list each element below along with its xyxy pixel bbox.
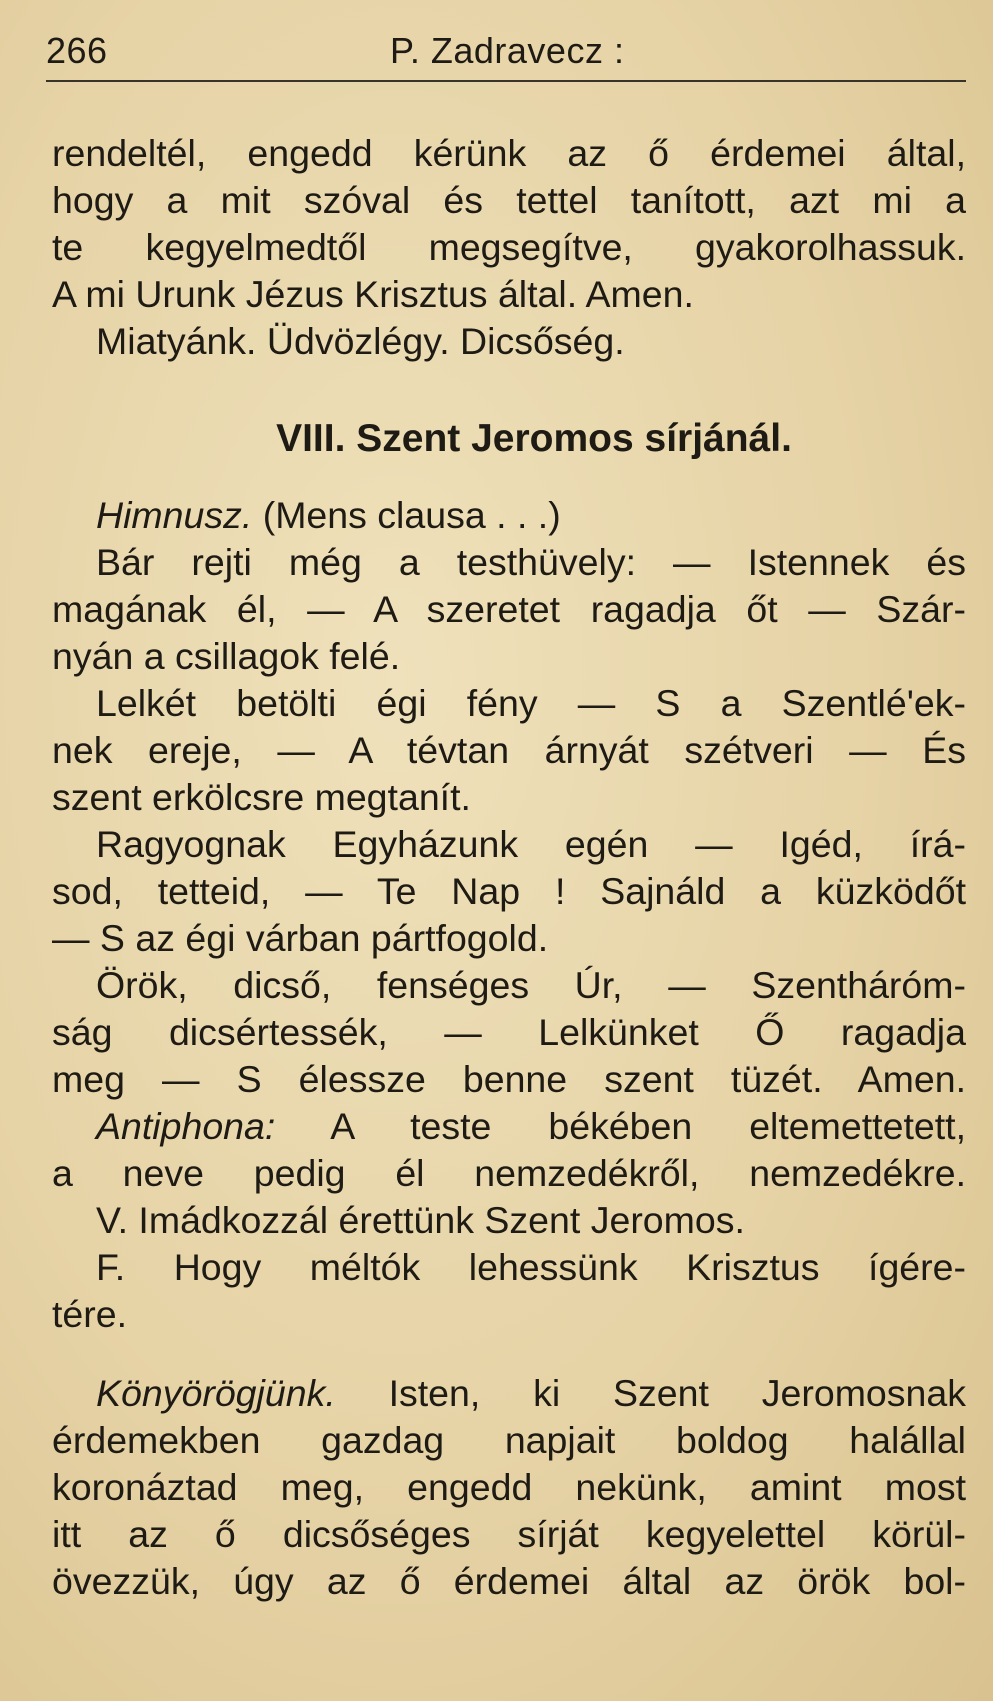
text-line: koronáztad meg, engedd nekünk, amint most <box>52 1466 966 1508</box>
hymn-source: (Mens clausa . . .) <box>262 494 561 536</box>
versicle: V. Imádkozzál érettünk Szent Jeromos. <box>96 1199 745 1241</box>
antiphona-line <box>52 1103 966 1150</box>
text-line: tére. <box>52 1293 128 1335</box>
antiphona-text: A teste békében eltemettetett, <box>330 1105 966 1147</box>
running-head-author: P. Zadravecz : <box>390 30 625 71</box>
text-line: nek ereje, — A tévtan árnyát szétveri — És <box>52 729 966 771</box>
prayer-text: Isten, ki Szent Jeromosnak <box>388 1372 966 1414</box>
text-line: F. Hogy méltók lehessünk Krisztus ígére- <box>96 1246 966 1288</box>
paragraph-gap <box>52 1338 966 1370</box>
text-line: itt az ő dicsőséges sírját kegyelettel körül- <box>52 1513 966 1555</box>
text-line: szent erkölcsre megtanít. <box>52 776 471 818</box>
text-line: A mi Urunk Jézus Krisztus által. Amen. <box>52 273 694 315</box>
text-line: Örök, dicső, fenséges Úr, — Szentháróm- <box>96 964 966 1006</box>
header-rule <box>46 80 966 82</box>
text-line: te kegyelmedtől megsegítve, gyakorolhassuk. <box>52 226 966 268</box>
section-title: VIII. Szent Jeromos sírjánál. <box>276 417 792 460</box>
text-line: meg — S élessze benne szent tüzét. Amen. <box>52 1058 966 1100</box>
prayer-label: Könyörögjünk. <box>96 1372 336 1414</box>
prayer-list: Miatyánk. Üdvözlégy. Dicsőség. <box>96 320 625 362</box>
text-line: ság dicsértessék, — Lelkünket Ő ragadja <box>52 1011 966 1053</box>
page-body <box>52 130 966 1605</box>
text-line: Bár rejti még a testhüvely: — Istennek és <box>96 541 966 583</box>
page-number: 266 <box>46 30 108 71</box>
text-line: sod, tetteid, — Te Nap ! Sajnáld a küzködőt <box>52 870 966 912</box>
text-line: magának él, — A szeretet ragadja őt — Szár- <box>52 588 966 630</box>
prayer-line <box>52 1370 966 1417</box>
antiphona-label: Antiphona: <box>96 1105 276 1147</box>
text-line: övezzük, úgy az ő érdemei által az örök bol- <box>52 1560 966 1602</box>
text-line: Lelkét betölti égi fény — S a Szentlé'ek- <box>96 682 966 724</box>
running-header <box>46 20 966 82</box>
text-line: — S az égi várban pártfogold. <box>52 917 549 959</box>
text-line: Ragyognak Egyházunk egén — Igéd, írá- <box>96 823 966 865</box>
hymn-heading <box>52 492 966 539</box>
text-line: nyán a csillagok felé. <box>52 635 401 677</box>
text-line: érdemekben gazdag napjait boldog halállal <box>52 1419 966 1461</box>
text-line: a neve pedig él nemzedékről, nemzedékre. <box>52 1152 966 1194</box>
text-line: hogy a mit szóval és tettel tanított, azt mi a <box>52 179 966 221</box>
hymn-label: Himnusz. <box>96 494 253 536</box>
text-line: rendeltél, engedd kérünk az ő érdemei által, <box>52 132 966 174</box>
